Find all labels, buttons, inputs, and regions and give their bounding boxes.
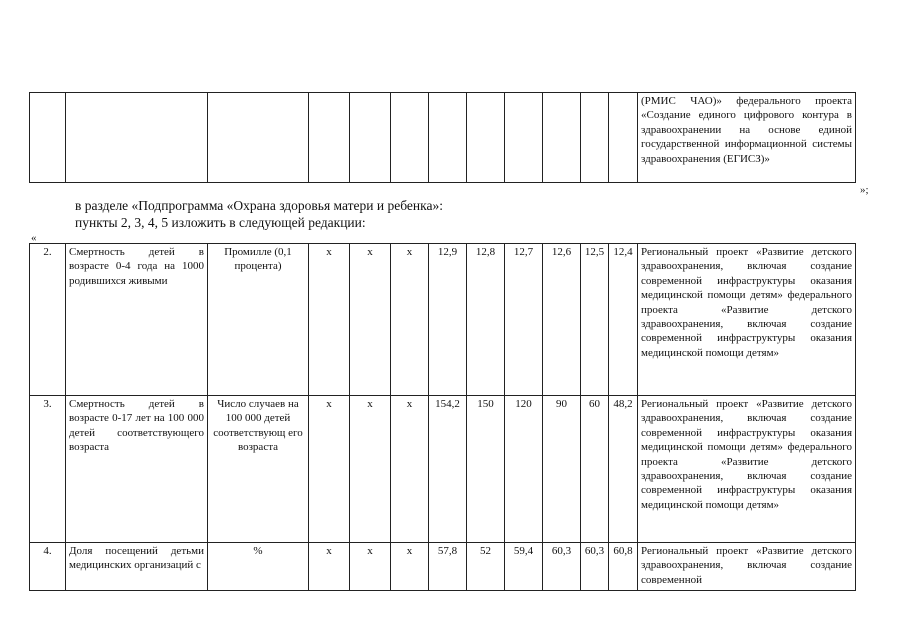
- program-cell: Региональный проект «Развитие детского здравоохранения, включая создание современной инфраструктуры оказания медицинской помощи детям» федерального проекта «Развитие детского здравоохранения, включая создание современной инфраструктуры оказания медицинской помощи детям»: [638, 396, 856, 543]
- value-cell: x: [350, 543, 391, 591]
- value-cell: x: [391, 396, 429, 543]
- value-cell: x: [309, 244, 350, 396]
- value-cell: 52: [467, 543, 505, 591]
- table-row: [30, 396, 856, 543]
- value-cell: x: [350, 396, 391, 543]
- value-cell: 60,8: [609, 543, 638, 591]
- table-row: [30, 543, 856, 591]
- program-cell: Региональный проект «Развитие детского здравоохранения, включая создание современной инфраструктуры оказания медицинской помощи детям» федерального проекта «Развитие детского здравоохранения, включая создание современной инфраструктуры оказания медицинской помощи детям»: [638, 244, 856, 396]
- indicator-name: Смертность детей в возрасте 0-4 года на 1000 родившихся живыми: [66, 244, 208, 396]
- value-cell: 12,4: [609, 244, 638, 396]
- value-cell: 59,4: [505, 543, 543, 591]
- program-cell: (РМИС ЧАО)» федерального проекта «Создание единого цифрового контура в здравоохранении на основе единой государственной информационной системы здравоохранения (ЕГИСЗ)»: [638, 93, 856, 183]
- indicator-name: Доля посещений детьми медицинских организаций с: [66, 543, 208, 591]
- value-cell: x: [391, 244, 429, 396]
- value-cell: 60,3: [543, 543, 581, 591]
- unit-of-measure: %: [208, 543, 309, 591]
- table-row: [30, 244, 856, 396]
- unit-of-measure: Промилле (0,1 процента): [208, 244, 309, 396]
- value-cell: 60,3: [581, 543, 609, 591]
- value-cell: 12,7: [505, 244, 543, 396]
- value-cell: x: [391, 543, 429, 591]
- row-number: 3.: [30, 396, 66, 543]
- program-cell: Региональный проект «Развитие детского здравоохранения, включая создание современной: [638, 543, 856, 591]
- value-cell: x: [309, 396, 350, 543]
- value-cell: 60: [581, 396, 609, 543]
- value-cell: 12,9: [429, 244, 467, 396]
- section-intro-line-1: в разделе «Подпрограмма «Охрана здоровья матери и ребенка»:: [75, 198, 443, 213]
- section-intro-line-2: пункты 2, 3, 4, 5 изложить в следующей редакции:: [75, 215, 366, 230]
- row-number: 2.: [30, 244, 66, 396]
- unit-of-measure: Число случаев на 100 000 детей соответствующ его возраста: [208, 396, 309, 543]
- table-continuation: [29, 92, 856, 183]
- value-cell: x: [350, 244, 391, 396]
- indicators-table: [29, 243, 856, 591]
- closing-quote: »;: [860, 184, 869, 196]
- value-cell: 154,2: [429, 396, 467, 543]
- value-cell: x: [309, 543, 350, 591]
- row-number: 4.: [30, 543, 66, 591]
- value-cell: 120: [505, 396, 543, 543]
- table-row: [30, 93, 856, 183]
- value-cell: 12,6: [543, 244, 581, 396]
- value-cell: 12,8: [467, 244, 505, 396]
- value-cell: 12,5: [581, 244, 609, 396]
- value-cell: 48,2: [609, 396, 638, 543]
- indicator-name: Смертность детей в возрасте 0-17 лет на 100 000 детей соответствующего возраста: [66, 396, 208, 543]
- value-cell: 150: [467, 396, 505, 543]
- value-cell: 57,8: [429, 543, 467, 591]
- opening-quote: «: [31, 232, 37, 244]
- value-cell: 90: [543, 396, 581, 543]
